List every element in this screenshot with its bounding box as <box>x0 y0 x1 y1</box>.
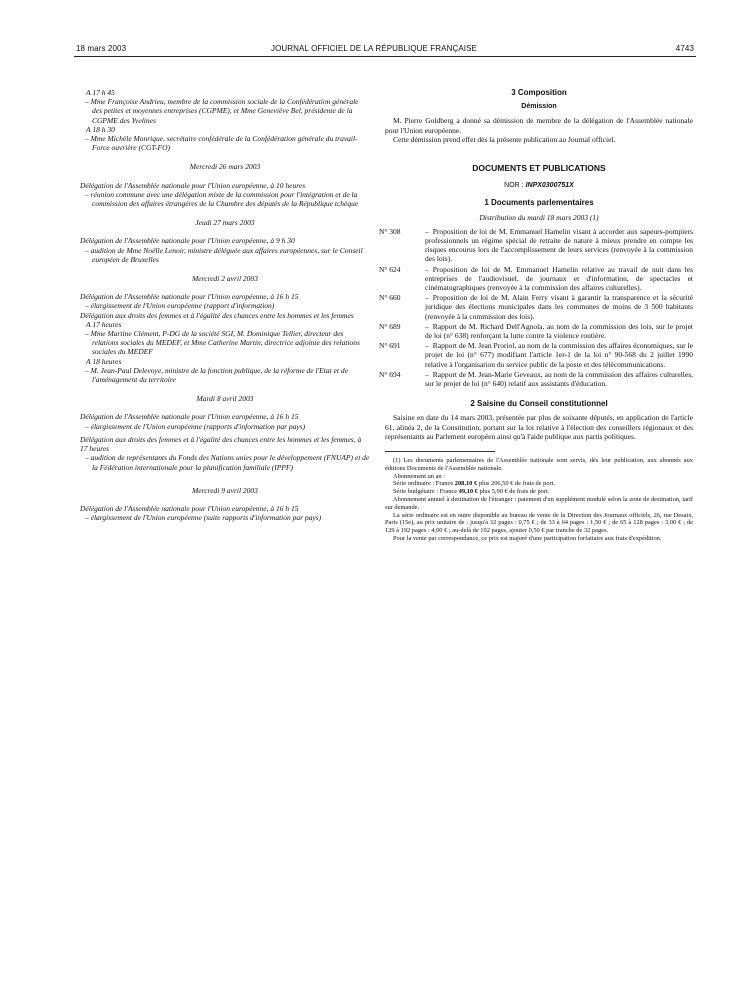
section-subheading: Démission <box>521 103 557 111</box>
nor-code: INPX0300751X <box>525 182 574 190</box>
document-item: N° 308 – Proposition de loi de M. Emmanuel Hamelin visant à accorder aux sapeurs-pompiers professionnels un régime spécial de retraite de nature à mieux prendre en compte les risques encourus lors de l'accomplissement de leurs services (renvoyée à la commission des lois). <box>379 226 693 264</box>
time-label: A 17 h 45 <box>86 88 115 97</box>
paragraph: Saisine en date du 14 mars 2003, présentée par plus de soixante députés, en application de l'article 61, alinéa 2, de la Constitution, portant sur la loi relative à l'élection des conseillers régionaux et des représentants au Parlement européen ainsi qu'à l'aide publique aux partis politiques. <box>385 413 693 441</box>
footnote-rule <box>385 451 495 452</box>
footnote-text: (1) Les documents parlementaires de l'Assemblée nationale sont servis, dès leur publication, aux abonnés aux éditions Documents de l'Assemblée nationale. <box>385 457 693 472</box>
distribution-date: Distribution du mardi 18 mars 2003 (1) <box>479 212 599 222</box>
delegation-heading: Délégation de l'Assemblée nationale pour l'Union européenne, à 16 h 15 <box>80 412 299 422</box>
meeting-date: Jeudi 27 mars 2003 <box>195 218 255 228</box>
time-label: A 18 heures <box>86 356 122 366</box>
nor-reference <box>385 181 693 190</box>
agenda-item: – réunion commune avec une délégation mixte de la commission pour l'intégration et de la commission des affaires étrangères de la Chambre des députés de la République tchèque <box>85 189 359 209</box>
time-label: A 17 heures <box>86 319 122 329</box>
agenda-item: – Mme Françoise Andrieu, membre de la commission sociale de la Confédération générale des petites et moyennes entreprises (CGPME), et Mme Geneviève Bel, présidente de la CGPME des Yvelines <box>85 97 359 125</box>
document-text: Rapport de M. Jean Proriol, au nom de la commission des affaires économiques, sur le projet de loi (n° 677) modifiant l'article 1er-1 de la loi n° 90-568 du 2 juillet 1990 relative à l'organisation du service public de la poste et des télécommunications. <box>425 341 693 369</box>
document-item: N° 660 – Proposition de loi de M. Alain Ferry visant à garantir la transparence et la sécurité juridique des élections municipales dans les communes de moins de 3 500 habitants (renvoyée à la commission des lois). <box>379 293 693 321</box>
meeting-date: Mercredi 2 avril 2003 <box>192 274 258 284</box>
document-number: N° 689 <box>379 321 401 331</box>
document-item: N° 624 – Proposition de loi de M. Emmanuel Hamelin relative au travail de nuit dans les entreprises de l'audiovisuel, de journaux et d'information, de spectacles et cinématographiques (renvoyée à la commission des affaires culturelles). <box>379 264 693 293</box>
nor-label: NOR : <box>504 182 524 190</box>
document-item: N° 694 – Rapport de M. Jean-Marie Geveaux, au nom de la commission des affaires culturelles, sur le projet de loi (n° 640) relatif aux assistants d'éducation. <box>379 369 693 389</box>
agenda-item: – élargissement de l'Union européenne (suite rapports d'information par pays) <box>85 513 322 523</box>
meeting-date: Mercredi 26 mars 2003 <box>189 162 261 172</box>
footnote <box>385 457 693 543</box>
delegation-heading: Délégation de l'Assemblée nationale pour l'Union européenne, à 10 heures <box>80 180 306 190</box>
agenda-item: – élargissement de l'Union européenne (rapports d'information par pays) <box>85 421 306 431</box>
document-number: N° 308 <box>379 226 401 236</box>
document-number: N° 691 <box>379 341 401 351</box>
paragraph: Cette démission prend effet dès la présente publication au Journal officiel. <box>393 134 616 144</box>
agenda-item: – élargissement de l'Union européenne (rapport d'information) <box>85 301 275 311</box>
documents-heading: DOCUMENTS ET PUBLICATIONS <box>472 163 606 174</box>
document-text: Proposition de loi de M. Emmanuel Hamelin relative au travail de nuit dans les entreprises de l'audiovisuel, de journaux et d'information, de spectacles et cinématographiques (renvoyée à la commission des affaires culturelles). <box>425 264 693 293</box>
document-list <box>379 226 693 389</box>
journal-title: JOURNAL OFFICIEL DE LA RÉPUBLIQUE FRANÇAISE <box>271 44 477 53</box>
agenda-item: – Mme Michèle Monrique, secrétaire confédérale de la Confédération générale du travail-Force ouvrière (CGT-FO) <box>85 134 358 153</box>
section-heading: 3 Composition <box>511 88 567 97</box>
document-text: Rapport de M. Jean-Marie Geveaux, au nom de la commission des affaires culturelles, sur le projet de loi (n° 640) relatif aux assistants d'éducation. <box>425 369 693 389</box>
delegation-heading: Délégation de l'Assemblée nationale pour l'Union européenne, à 16 h 15 <box>80 503 299 513</box>
footnote-text: La série ordinaire est en outre disponible au bureau de vente de la Direction des Journaux officiels, 26, rue Desaix, Paris (15e), au prix unitaire de : jusqu'à 32 pages : 0,75 € ; de 33 à 64 pages : 1,50 € ; de 65 à 128 pages : 3,00 € ; de 129 à 192 pages : 4,00 € ; au-delà de 192 pages, ajouter 0,50 € par tranche de 32 pages. <box>385 511 693 535</box>
document-text: Proposition de loi de M. Emmanuel Hamelin visant à accorder aux sapeurs-pompiers professionnels un régime spécial de retraite de nature à mieux prendre en compte les risques encourus lors de l'accomplissement de leurs services (renvoyée à la commission des lois). <box>425 226 693 264</box>
document-number: N° 694 <box>379 369 401 379</box>
meeting-date: Mardi 8 avril 2003 <box>196 394 254 404</box>
page-number: 4743 <box>675 44 694 53</box>
document-number: N° 660 <box>379 293 401 303</box>
agenda-item: – audition de Mme Noëlle Lenoir, ministre déléguée aux affaires européennes, sur le Conseil européen de Bruxelles <box>85 245 363 264</box>
document-item: N° 689 – Rapport de M. Richard Dell'Agnola, au nom de la commission des lois, sur le projet de loi (n° 638) renforçant la lutte contre la violence routière. <box>379 321 693 341</box>
price-line: Série budgétaire : France 49,10 € plus 5,90 € de frais de port. <box>393 488 550 496</box>
agenda-item: – M. Jean-Paul Delevoye, ministre de la fonction publique, de la réforme de l'Etat et de l'aménagement du territoire <box>85 365 348 385</box>
document-number: N° 624 <box>379 264 401 274</box>
document-item: N° 691 – Rapport de M. Jean Proriol, au nom de la commission des affaires économiques, sur le projet de loi (n° 677) modifiant l'article 1er-1 de la loi n° 90-568 du 2 juillet 1990 relative à l'organisation du service public de la poste et des télécommunications. <box>379 341 693 369</box>
paragraph: M. Pierre Goldberg a donné sa démission de membre de la délégation de l'Assemblée nationale pour l'Union européenne. <box>385 116 693 135</box>
header-date: 18 mars 2003 <box>76 44 127 53</box>
delegation-heading: Délégation de l'Assemblée nationale pour l'Union européenne, à 9 h 30 <box>80 236 295 246</box>
price-line: Série ordinaire : France 208,10 € plus 206,50 € de frais de port. <box>393 480 556 488</box>
document-text: Rapport de M. Richard Dell'Agnola, au nom de la commission des lois, sur le projet de loi (n° 638) renforçant la lutte contre la violence routière. <box>425 321 693 341</box>
agenda-item: – Mme Martine Clément, P-DG de la société SGI, M. Dominique Tellier, directeur des relations sociales du MEDEF, et Mme Catherine Martin, directrice adjointe des relations sociales du MEDEF <box>85 329 360 357</box>
section-heading: 1 Documents parlementaires <box>484 198 594 208</box>
right-column <box>379 88 693 543</box>
delegation-heading: Délégation de l'Assemblée nationale pour l'Union européenne, à 16 h 15 <box>80 292 299 302</box>
footnote-text: Pour la vente par correspondance, ce prix est majoré d'une participation forfaitaire aux frais d'expédition. <box>393 535 662 543</box>
meeting-date: Mercredi 9 avril 2003 <box>192 485 258 495</box>
footnote-text: Abonnement un an : <box>393 472 446 480</box>
document-text: Proposition de loi de M. Alain Ferry visant à garantir la transparence et la sécurité juridique des élections municipales dans les communes de moins de 3 500 habitants (renvoyée à la commission des lois). <box>425 293 693 321</box>
left-column <box>80 88 370 522</box>
footnote-text: Abonnement annuel à destination de l'étranger : paiement d'un supplément modulé selon la zone de destination, tarif sur demande. <box>385 496 693 511</box>
delegation-heading: Délégation aux droits des femmes et à l'égalité des chances entre les hommes et les femmes <box>80 310 354 320</box>
section-heading: 2 Saisine du Conseil constitutionnel <box>470 399 608 409</box>
time-label: A 18 h 30 <box>86 124 115 134</box>
agenda-item: – audition de représentants du Fonds des Nations unies pour le développement (FNUAP) et de la Fédération internationale pour la planification familiale (IPPF) <box>85 453 370 472</box>
delegation-heading: Délégation aux droits des femmes et à l'égalité des chances entre les hommes et les femmes, à 17 heures <box>80 434 362 454</box>
header-rule <box>74 56 696 57</box>
